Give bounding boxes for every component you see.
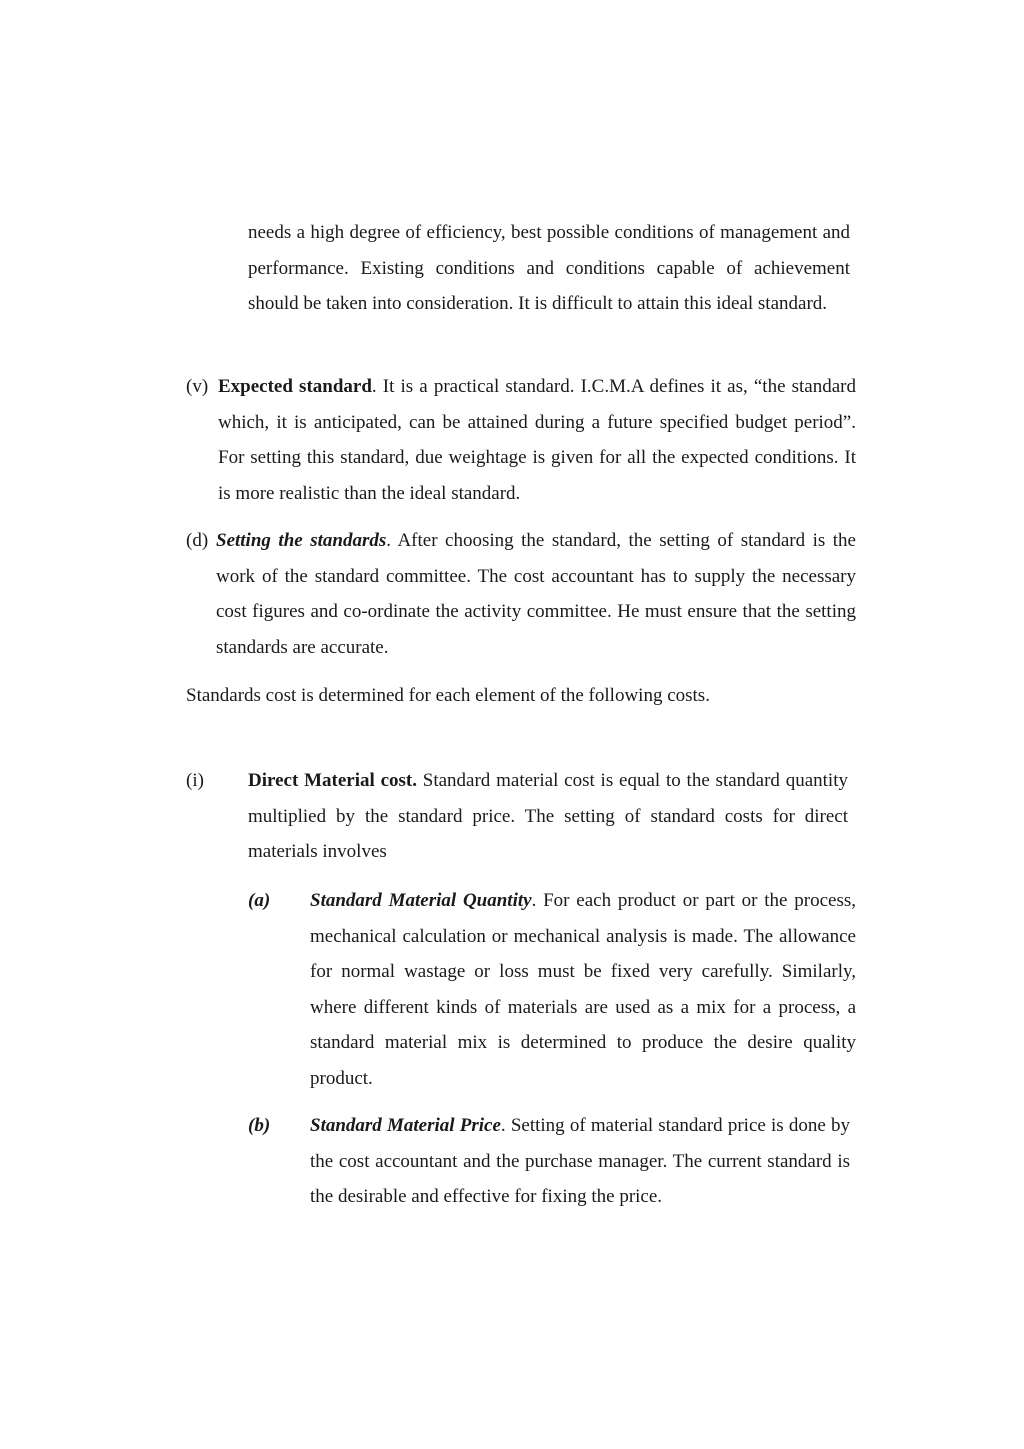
sub-b-title: Standard Material Price <box>310 1115 501 1136</box>
item-v-marker: (v) <box>186 376 209 397</box>
item-i-text: Standard material cost is equal to the standard quantity multiplied by the standard price. The setting of standard costs for direct materials involves <box>248 770 848 862</box>
ideal-standard-continuation: needs a high degree of efficiency, best possible conditions of management and performance. Existing conditions and conditions capable of achievement should be taken into consideration. It is difficult to attain this ideal standard. <box>248 222 850 314</box>
sub-b-paragraph <box>310 1108 850 1215</box>
sub-a-title: Standard Material Quantity <box>310 890 532 911</box>
item-d-paragraph <box>216 523 856 665</box>
item-i-paragraph <box>248 763 848 870</box>
item-v-title: Expected standard <box>218 376 372 397</box>
item-i-title: Direct Material cost. <box>248 770 417 791</box>
item-v-paragraph <box>218 369 856 511</box>
item-i-marker: (i) <box>186 770 204 791</box>
item-d-marker: (d) <box>186 530 209 551</box>
item-d-title: Setting the standards <box>216 530 387 551</box>
sub-a-text: . For each product or part or the process, mechanical calculation or mechanical analysis is made. The allowance for normal wastage or loss must be fixed very carefully. Similarly, where different kinds of materials are used as a mix for a process, a standard material mix is determined to produce the desire quality product. <box>310 890 856 1089</box>
standards-cost-intro: Standards cost is determined for each element of the following costs. <box>186 685 710 706</box>
sub-a-paragraph <box>310 883 856 1096</box>
item-v-text: . It is a practical standard. I.C.M.A defines it as, “the standard which, it is anticipated, can be attained during a future specified budget period”. For setting this standard, due weightage is given for all the expected conditions. It is more realistic than the ideal standard. <box>218 376 856 504</box>
sub-a-marker: (a) <box>248 890 271 911</box>
sub-b-text: . Setting of material standard price is done by the cost accountant and the purchase manager. The current standard is the desirable and effective for fixing the price. <box>310 1115 850 1207</box>
sub-b-marker: (b) <box>248 1115 271 1136</box>
item-d-text: . After choosing the standard, the setting of standard is the work of the standard committee. The cost accountant has to supply the necessary cost figures and co-ordinate the activity committee. He must ensure that the setting standards are accurate. <box>216 530 856 658</box>
